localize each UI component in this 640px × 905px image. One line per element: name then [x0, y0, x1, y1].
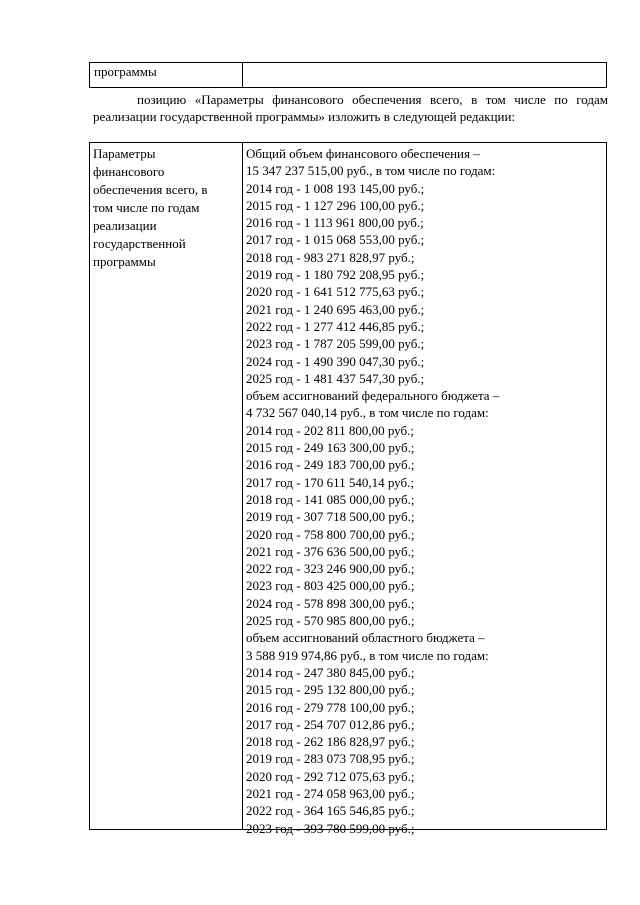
value-line: 2021 год - 274 058 963,00 руб.;: [246, 785, 415, 801]
value-line: 2019 год - 283 073 708,95 руб.;: [246, 751, 415, 767]
value-line: 2016 год - 249 183 700,00 руб.;: [246, 457, 415, 473]
value-line: 2018 год - 983 271 828,97 руб.;: [246, 249, 415, 265]
param-label-cell: [90, 143, 243, 829]
param-label-line: реализации: [93, 218, 157, 233]
value-line: 2023 год - 1 787 205 599,00 руб.;: [246, 336, 425, 352]
value-line: 2021 год - 1 240 695 463,00 руб.;: [246, 301, 425, 317]
value-line: 2016 год - 1 113 961 800,00 руб.;: [246, 215, 424, 231]
value-line: 2016 год - 279 778 100,00 руб.;: [246, 699, 415, 715]
value-line: 2025 год - 1 481 437 547,30 руб.;: [246, 370, 425, 386]
value-line: 2020 год - 758 800 700,00 руб.;: [246, 526, 415, 542]
value-line: 2014 год - 202 811 800,00 руб.;: [246, 422, 414, 438]
value-line: 2023 год - 393 780 599,00 руб.;: [246, 820, 415, 836]
param-value-cell: [243, 143, 606, 836]
param-label-line: финансового: [93, 164, 165, 179]
value-line: 2019 год - 1 180 792 208,95 руб.;: [246, 267, 425, 283]
value-line: 15 347 237 515,00 руб., в том числе по годам:: [246, 163, 496, 179]
top-table-row: [89, 62, 607, 88]
value-line: 2015 год - 295 132 800,00 руб.;: [246, 682, 415, 698]
value-line: 2015 год - 1 127 296 100,00 руб.;: [246, 197, 425, 213]
intro-text: позицию «Параметры финансового обеспечения всего, в том числе по годам реализации государственной программы» изложить в следующей редакции:: [93, 92, 608, 124]
value-line: 2020 год - 292 712 075,63 руб.;: [246, 768, 415, 784]
value-line: 4 732 567 040,14 руб., в том числе по годам:: [246, 405, 489, 421]
value-line: 2017 год - 254 707 012,86 руб.;: [246, 716, 415, 732]
param-label-line: Параметры: [93, 146, 156, 161]
value-line: 3 588 919 974,86 руб., в том числе по годам:: [246, 647, 489, 663]
intro-paragraph: [93, 92, 608, 125]
value-line: 2024 год - 578 898 300,00 руб.;: [246, 595, 415, 611]
value-line: 2018 год - 262 186 828,97 руб.;: [246, 734, 415, 750]
value-line: 2019 год - 307 718 500,00 руб.;: [246, 509, 415, 525]
value-line: 2017 год - 170 611 540,14 руб.;: [246, 474, 414, 490]
param-label-line: обеспечения всего, в: [93, 182, 208, 197]
value-line: 2015 год - 249 163 300,00 руб.;: [246, 440, 415, 456]
value-line: Общий объем финансового обеспечения –: [246, 146, 480, 161]
value-line: 2022 год - 364 165 546,85 руб.;: [246, 803, 415, 819]
value-line: 2025 год - 570 985 800,00 руб.;: [246, 613, 415, 629]
value-line: 2021 год - 376 636 500,00 руб.;: [246, 543, 415, 559]
param-label-line: том числе по годам: [93, 200, 200, 215]
value-line: 2024 год - 1 490 390 047,30 руб.;: [246, 353, 425, 369]
value-line: 2022 год - 1 277 412 446,85 руб.;: [246, 318, 425, 334]
value-line: 2014 год - 1 008 193 145,00 руб.;: [246, 180, 425, 196]
param-label-line: программы: [93, 254, 156, 269]
value-line: объем ассигнований федерального бюджета –: [246, 388, 500, 404]
value-line: объем ассигнований областного бюджета –: [246, 630, 485, 646]
value-line: 2023 год - 803 425 000,00 руб.;: [246, 578, 415, 594]
value-line: 2014 год - 247 380 845,00 руб.;: [246, 664, 415, 680]
param-label-line: государственной: [93, 236, 186, 251]
financing-table: [89, 142, 607, 836]
value-line: 2018 год - 141 085 000,00 руб.;: [246, 491, 415, 507]
value-line: 2022 год - 323 246 900,00 руб.;: [246, 561, 415, 577]
top-row-left-cell: программы: [90, 63, 243, 87]
value-line: 2017 год - 1 015 068 553,00 руб.;: [246, 232, 425, 248]
top-row-right-cell: [243, 63, 606, 87]
value-line: 2020 год - 1 641 512 775,63 руб.;: [246, 284, 425, 300]
